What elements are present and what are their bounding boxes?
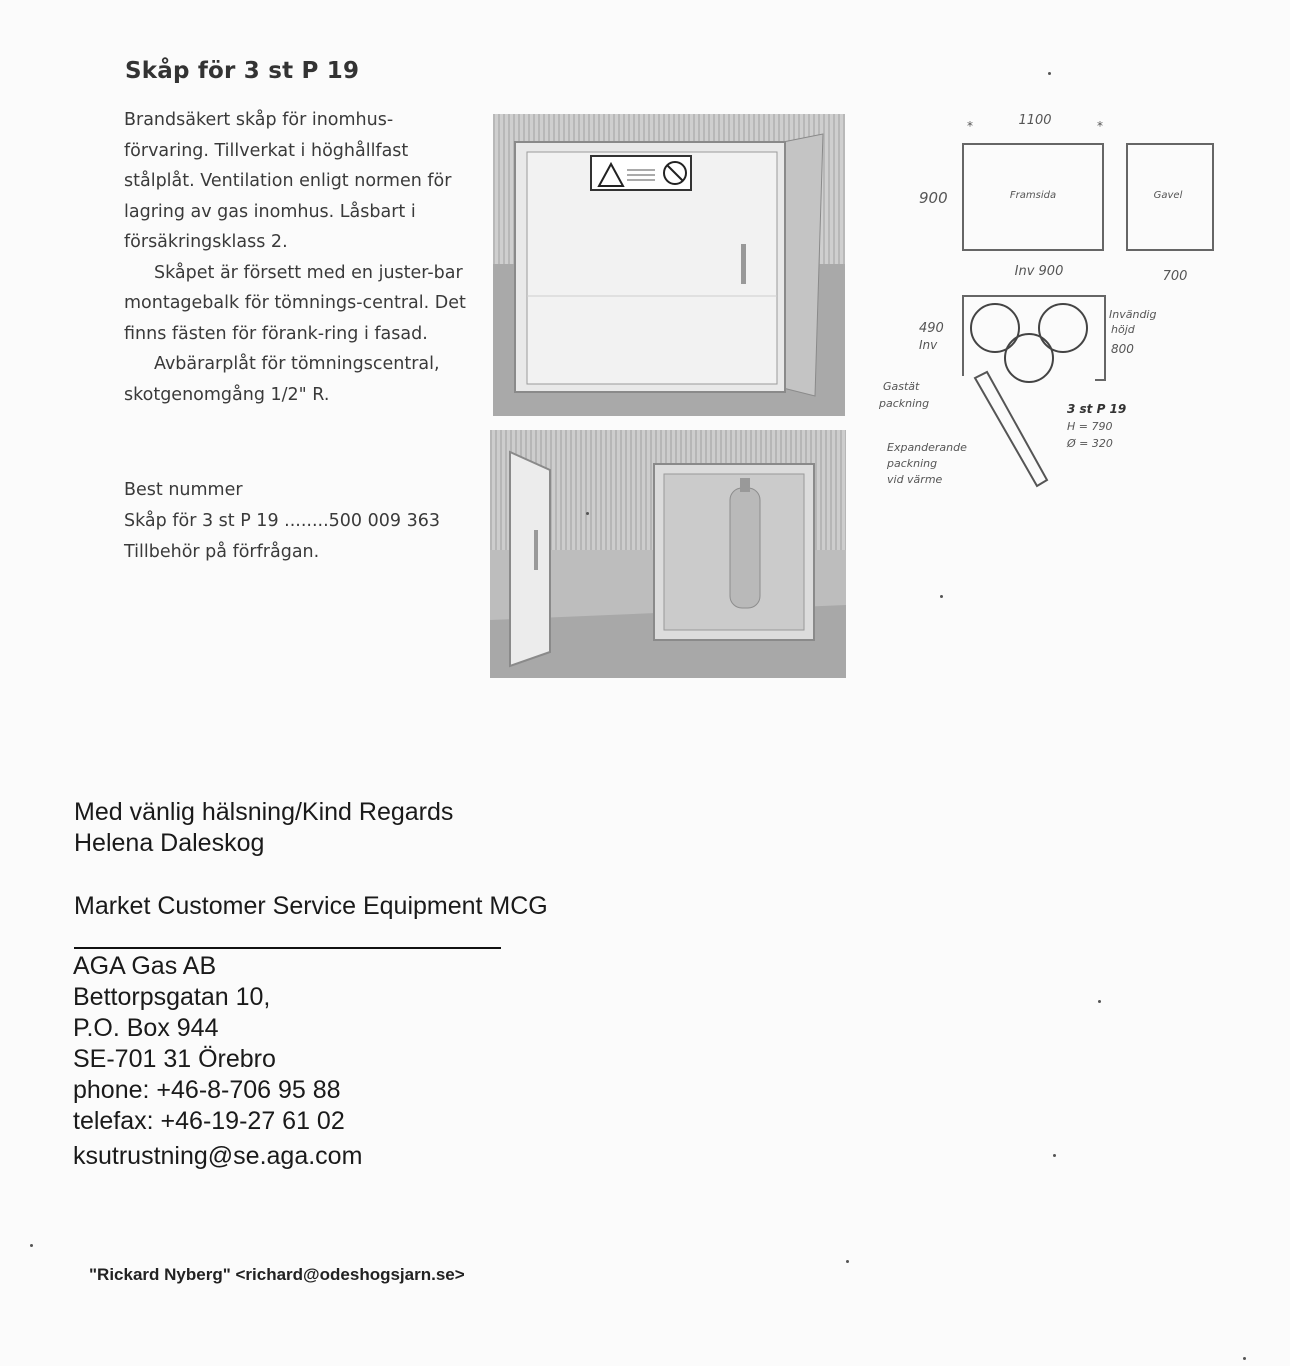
dim-width-label: 1100 [1018,113,1052,128]
fax: telefax: +46-19-27 61 02 [73,1107,345,1135]
greeting: Med vänlig hälsning/Kind Regards [74,798,454,826]
technical-drawing [875,100,1215,500]
department: Market Customer Service Equipment MCG [74,892,548,920]
dim-inner-depth-label-2: Inv [919,338,938,352]
accessories-note: Tillbehör på förfrågan. [124,542,320,562]
order-info [124,475,440,568]
dim-depth-label: 700 [1162,269,1188,284]
scan-speck [1053,1154,1056,1157]
spec-diameter: Ø = 320 [1067,437,1113,450]
phone: phone: +46-8-706 95 88 [73,1076,341,1104]
expanding-label-3: vid värme [887,473,943,486]
company-name: AGA Gas AB [73,952,217,980]
svg-text:*: * [967,119,973,133]
gastight-label-2: packning [879,397,930,410]
spec-title: 3 st P 19 [1067,402,1127,416]
email: ksutrustning@se.aga.com [73,1142,363,1170]
scan-speck [940,595,943,598]
sender-name: Helena Daleskog [74,829,265,857]
order-heading: Best nummer [124,480,243,500]
signature-block [74,797,548,922]
side-view-label: Gavel [1153,190,1183,201]
scan-speck [1243,1357,1246,1360]
gastight-label-1: Gastät [883,380,920,393]
dim-height-label: 900 [919,189,948,207]
scan-speck [586,512,589,515]
signature-divider [74,947,501,949]
street-address: Bettorpsgatan 10, [73,983,271,1011]
email-sender: "Rickard Nyberg" <richard@odeshogsjarn.se> [89,1265,465,1284]
inner-height-label-1: Invändig [1109,308,1157,321]
scan-speck [1098,1000,1101,1003]
front-view-label: Framsida [1009,190,1057,201]
description-paragraph-2: Skåpet är försett med en juster-bar montagebalk för tömnings-central. Det finns fästen för förank-ring i fasad. [124,262,466,344]
dim-inner-depth-label: 490 [919,321,944,336]
product-description [124,105,474,410]
description-paragraph-1: Brandsäkert skåp för inomhus-förvaring. Tillverkat i höghållfast stålplåt. Ventilation enligt normen för lagring av gas inomhus. Låsbart i försäkringsklass 2. [124,110,452,252]
cabinet-open-photo [490,430,846,678]
city: SE-701 31 Örebro [73,1045,276,1073]
inner-height-label-3: 800 [1111,342,1134,356]
po-box: P.O. Box 944 [73,1014,219,1042]
order-number-line: Skåp för 3 st P 19 ........500 009 363 [124,511,440,531]
scan-speck [846,1260,849,1263]
scan-speck [1048,72,1051,75]
inner-height-label-2: höjd [1111,323,1135,336]
expanding-label-2: packning [887,457,938,470]
scan-speck [30,1244,33,1247]
product-title: Skåp för 3 st P 19 [125,58,360,84]
spec-height: H = 790 [1067,420,1113,433]
company-address [73,951,362,1172]
description-paragraph-3: Avbärarplåt för tömningscentral, skotgenomgång 1/2" R. [124,354,440,405]
expanding-label-1: Expanderande [887,441,967,454]
dim-inner-width-label: Inv 900 [1014,264,1064,279]
cabinet-closed-photo [493,114,845,416]
svg-text:*: * [1097,119,1103,133]
